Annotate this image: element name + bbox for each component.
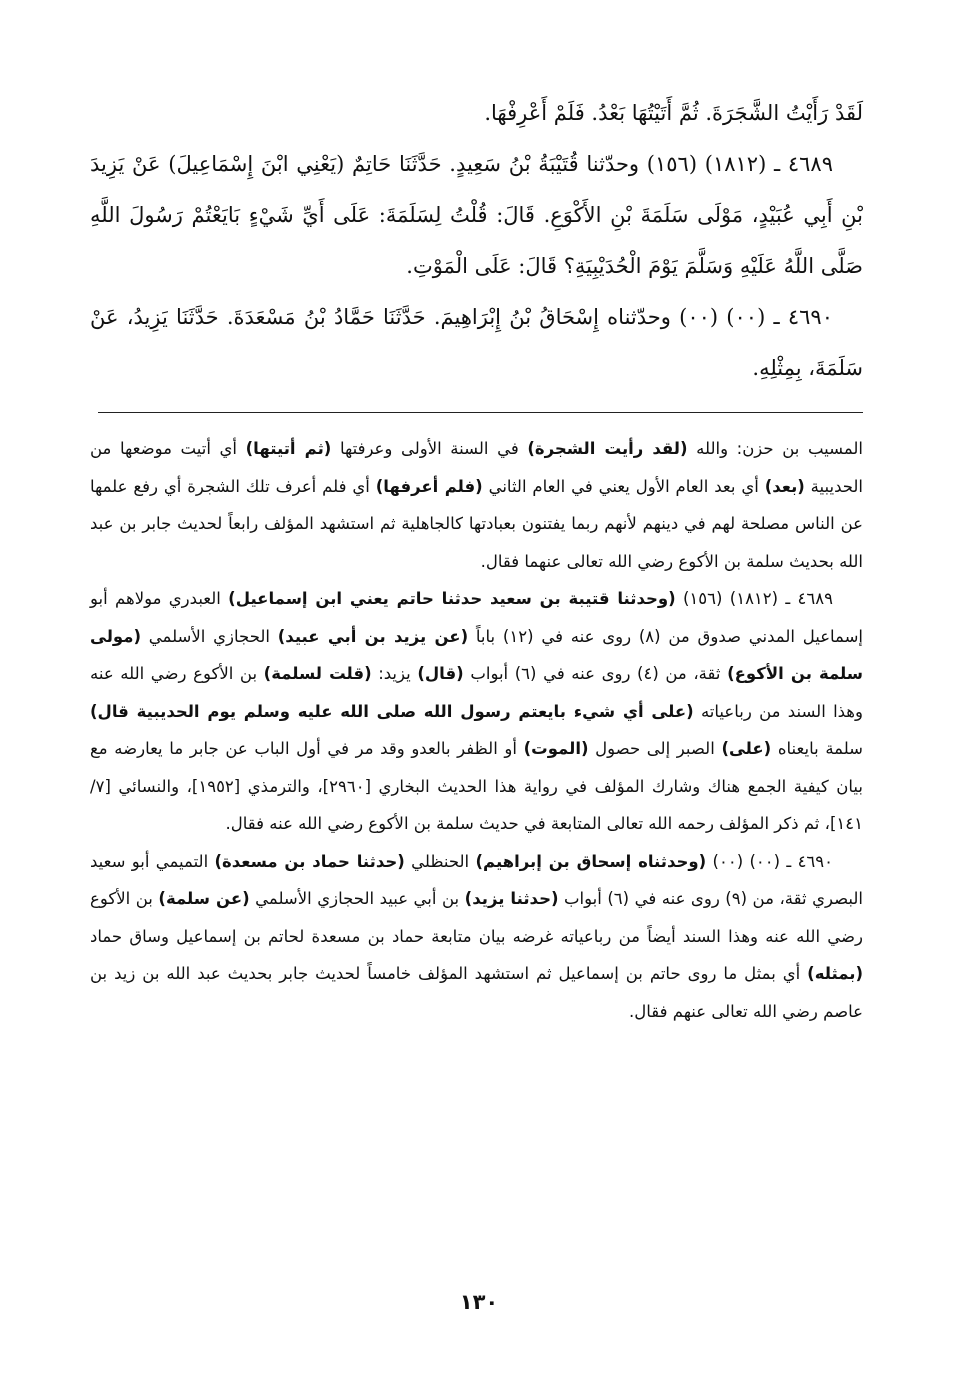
- bold-quote: (فلم أعرفها): [375, 476, 483, 496]
- hadith-text: [90, 88, 863, 394]
- text-run: يزيد:: [371, 664, 418, 683]
- bold-quote: (على): [721, 739, 772, 758]
- text-run: في السنة الأولى وعرفتها: [331, 439, 528, 458]
- commentary-paragraph-3: [90, 843, 863, 1031]
- hadith-4689: ٤٦٨٩ ـ (١٨١٢) (١٥٦) وحدّثنا قُتَيْبَةُ بْنُ سَعِيدٍ. حَدَّثَنَا حَاتِمٌ (يَعْنِي ابْنَ إِسْمَاعِيلَ) عَنْ يَزِيدَ بْنِ أَبِي عُبَيْدٍ، مَوْلَى سَلَمَةَ بْنِ الأَكْوَعِ. قَالَ: قُلْتُ لِسَلَمَةَ: عَلَى أَيِّ شَيْءٍ بَايَعْتُمْ رَسُولَ اللَّهِ صَلَّى اللَّهُ عَلَيْهِ وَسَلَّمَ يَوْمَ الْحُدَيْبِيَةِ؟ قَالَ: عَلَى الْمَوْتِ.: [90, 152, 863, 278]
- bold-quote: (ثم أتيتها): [245, 439, 332, 458]
- bold-quote: (على أي شيء بايعتم رسول الله صلى الله عليه وسلم يوم الحديبية قال): [90, 701, 694, 721]
- text-run: العبدري مولاهم أبو إسماعيل المدني صدوق من (٨) روى عنه في (١٢) باباً: [90, 589, 864, 646]
- text-run: أي بمثل ما روى حاتم بن إسماعيل ثم استشهد المؤلف خامساً لحديث جابر بحديث عبد الله بن زيد بن عاصم رضي الله تعالى عنهم فقال.: [90, 964, 863, 1021]
- bold-quote: (لقد رأيت الشجرة): [527, 439, 688, 458]
- text-run: بن الأكوع رضي الله عنه وهذا السند من رباعياته: [90, 664, 863, 721]
- bold-quote: (الموت): [523, 739, 589, 758]
- text-run: سلمة بايعناه: [771, 739, 863, 758]
- text-run: المسيب بن حزن: والله: [687, 439, 864, 458]
- text-run: أو الظفر بالعدو وقد مر في أول الباب عن جابر ما يعارضه مع بيان كيفية الجمع هناك وشارك المؤلف في رواية هذا الحديث البخاري [٢٩٦٠]، والترمذي [١٩٥٢]، والنسائي [٧/ ١٤١]، ثم ذكر المؤلف رحمه الله تعالى المتابعة في حديث سلمة بن الأكوع رضي الله عنه فقال.: [90, 739, 863, 833]
- bold-quote: (قلت لسلمة): [263, 664, 372, 683]
- text-run: التميمي أبو سعيد البصري ثقة، من (٩) روى عنه في (٦) أبواب: [90, 851, 864, 908]
- text-run: بن أبي عبيد الحجازي الأسلمي: [249, 889, 465, 908]
- bold-quote: (مولى سلمة بن الأكوع): [90, 626, 864, 683]
- bold-quote: (بعد): [764, 476, 805, 496]
- bold-quote: (قال): [417, 664, 464, 683]
- commentary: [90, 430, 863, 1030]
- bold-quote: (وحدثنا قتيبة بن سعيد حدثنا حاتم يعني ابن إسماعيل): [228, 589, 676, 608]
- hadith-4690: ٤٦٩٠ ـ (٠٠) (٠٠) وحدّثناه إِسْحَاقُ بْنُ إِبْرَاهِيمَ. حَدَّثَنَا حَمَّادُ بْنُ مَسْعَدَةَ. حَدَّثَنَا يَزِيدُ، عَنْ سَلَمَةَ، بِمِثْلِهِ.: [90, 305, 863, 380]
- text-run: بن الأكوع رضي الله عنه وهذا السند أيضاً من رباعياته غرضه بيان متابعة حماد بن مسعدة لحاتم بن إسماعيل وساق حماد: [90, 889, 863, 946]
- bold-quote: (بمثله): [807, 964, 863, 983]
- text-run: أي فلم أعرف تلك الشجرة أي رفع علمها عن الناس مصلحة لهم في دينهم لأنهم ربما يفتنون بعبادتها كالجاهلية ثم استشهد المؤلف رابعاً لحديث جابر بن عبد الله بحديث سلمة بن الأكوع رضي الله تعالى عنهما فقال.: [90, 476, 863, 571]
- hadith-line-1: لَقَدْ رَأَيْتُ الشَّجَرَةَ. ثُمَّ أَتَيْتُهَا بَعْدُ. فَلَمْ أَعْرِفْهَا.: [484, 101, 863, 125]
- bold-quote: (حدثنا يزيد): [464, 889, 559, 908]
- commentary-paragraph-2: [90, 580, 863, 843]
- separator-line: [98, 412, 863, 413]
- page-number: ١٣٠: [459, 1290, 499, 1314]
- commentary-paragraph-1: [90, 430, 863, 580]
- text-run: الحنظلي: [404, 851, 476, 871]
- text-run: أي أتيت موضعها من الحديبية: [90, 439, 863, 496]
- text-run: أي بعد العام الأول يعني في العام الثاني: [482, 476, 765, 496]
- bold-quote: (عن يزيد بن أبي عبيد): [277, 626, 469, 646]
- text-run: ٤٦٩٠ ـ (٠٠) (٠٠): [706, 851, 834, 871]
- bold-quote: (عن سلمة): [158, 889, 250, 908]
- text-run: ثقة، من (٤) روى عنه في (٦) أبواب: [463, 664, 728, 683]
- text-run: الحجازي الأسلمي: [141, 626, 278, 646]
- bold-quote: (وحدثناه إسحاق بن إبراهيم): [475, 851, 707, 871]
- text-run: الصبر إلى حصول: [588, 739, 722, 758]
- bold-quote: (حدثنا حماد بن مسعدة): [214, 851, 405, 871]
- text-run: ٤٦٨٩ ـ (١٨١٢) (١٥٦): [675, 589, 833, 608]
